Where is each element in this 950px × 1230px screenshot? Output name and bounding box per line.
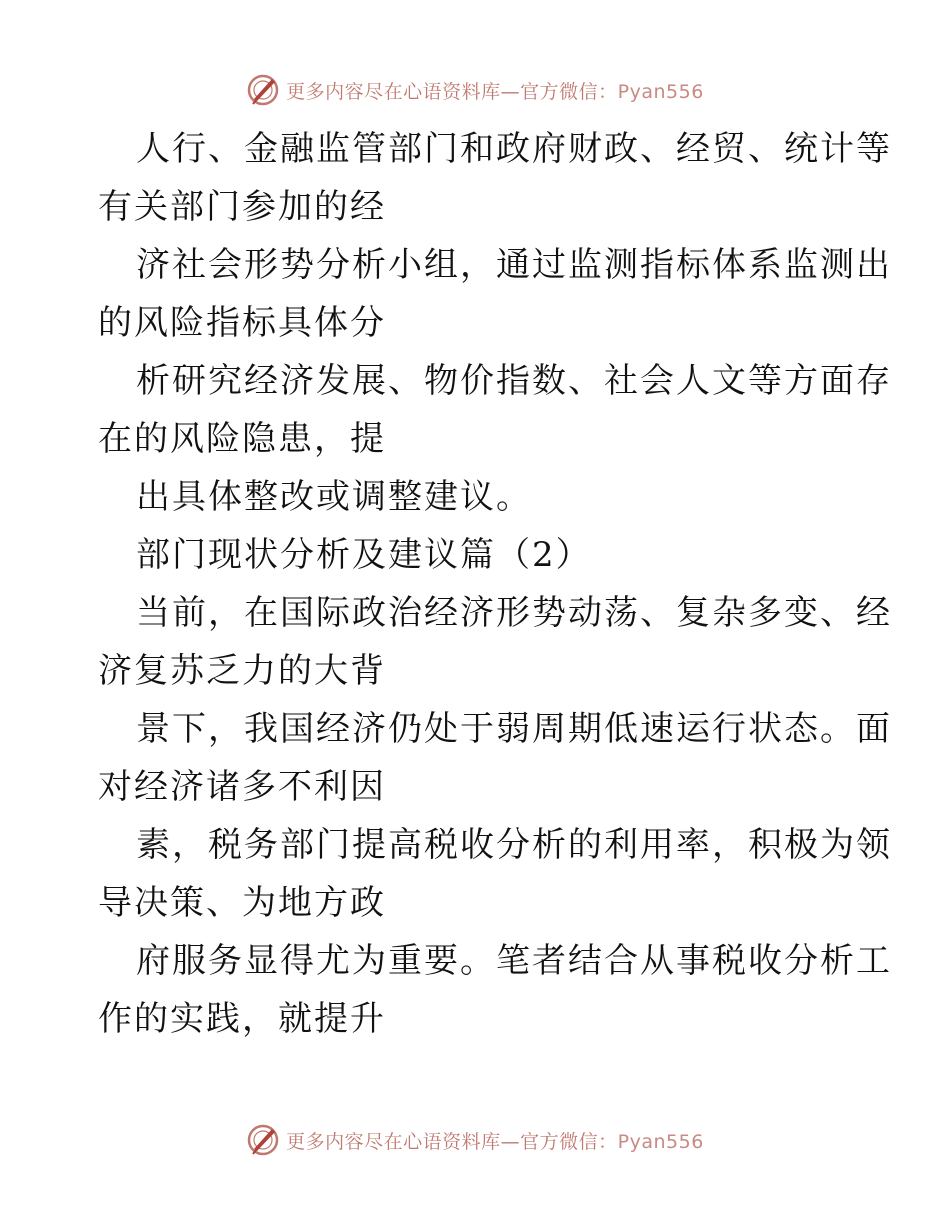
paragraph-line: 济社会形势分析小组，通过监测指标体系监测出	[136, 245, 892, 285]
paragraph-line: 析研究经济发展、物价指数、社会人文等方面存	[136, 361, 892, 401]
paragraph-line: 对经济诸多不利因	[98, 767, 386, 807]
paragraph	[98, 932, 892, 1048]
paragraph-line: 素，税务部门提高税收分析的利用率，积极为领	[136, 825, 892, 865]
paragraph-line: 有关部门参加的经	[98, 187, 386, 227]
paragraph-line: 的风险指标具体分	[98, 303, 386, 343]
paragraph-line: 当前，在国际政治经济形势动荡、复杂多变、经	[136, 593, 892, 633]
watermark-id: Pyan556	[617, 80, 704, 103]
paragraph-line: 府服务显得尤为重要。笔者结合从事税收分析工	[136, 941, 892, 981]
watermark-id: Pyan556	[617, 1130, 704, 1153]
paragraph	[98, 816, 892, 932]
paragraph-line: 景下，我国经济仍处于弱周期低速运行状态。面	[136, 709, 892, 749]
watermark-text: 更多内容尽在心语资料库—官方微信：Pyan556	[286, 80, 704, 103]
watermark-text: 更多内容尽在心语资料库—官方微信：Pyan556	[286, 1130, 704, 1153]
paragraph-line: 导决策、为地方政	[98, 883, 386, 923]
paragraph	[98, 700, 892, 816]
section-heading	[98, 526, 858, 584]
paragraph	[98, 120, 892, 236]
paragraph-line: 人行、金融监管部门和政府财政、经贸、统计等	[136, 129, 892, 169]
paragraph-line: 作的实践，就提升	[98, 999, 386, 1039]
quill-seal-icon	[246, 1123, 280, 1157]
paragraph	[98, 352, 892, 468]
paragraph-line: 出具体整改或调整建议。	[136, 477, 532, 517]
footer-watermark	[0, 1120, 950, 1160]
quill-seal-icon	[246, 73, 280, 107]
paragraph-line: 在的风险隐患，提	[98, 419, 386, 459]
paragraph	[98, 236, 892, 352]
paragraph-line: 济复苏乏力的大背	[98, 651, 386, 691]
paragraph	[98, 584, 892, 700]
paragraph-line: 部门现状分析及建议篇（2）	[136, 535, 592, 575]
paragraph	[98, 468, 858, 526]
document-body	[98, 120, 892, 1048]
header-watermark	[0, 70, 950, 110]
